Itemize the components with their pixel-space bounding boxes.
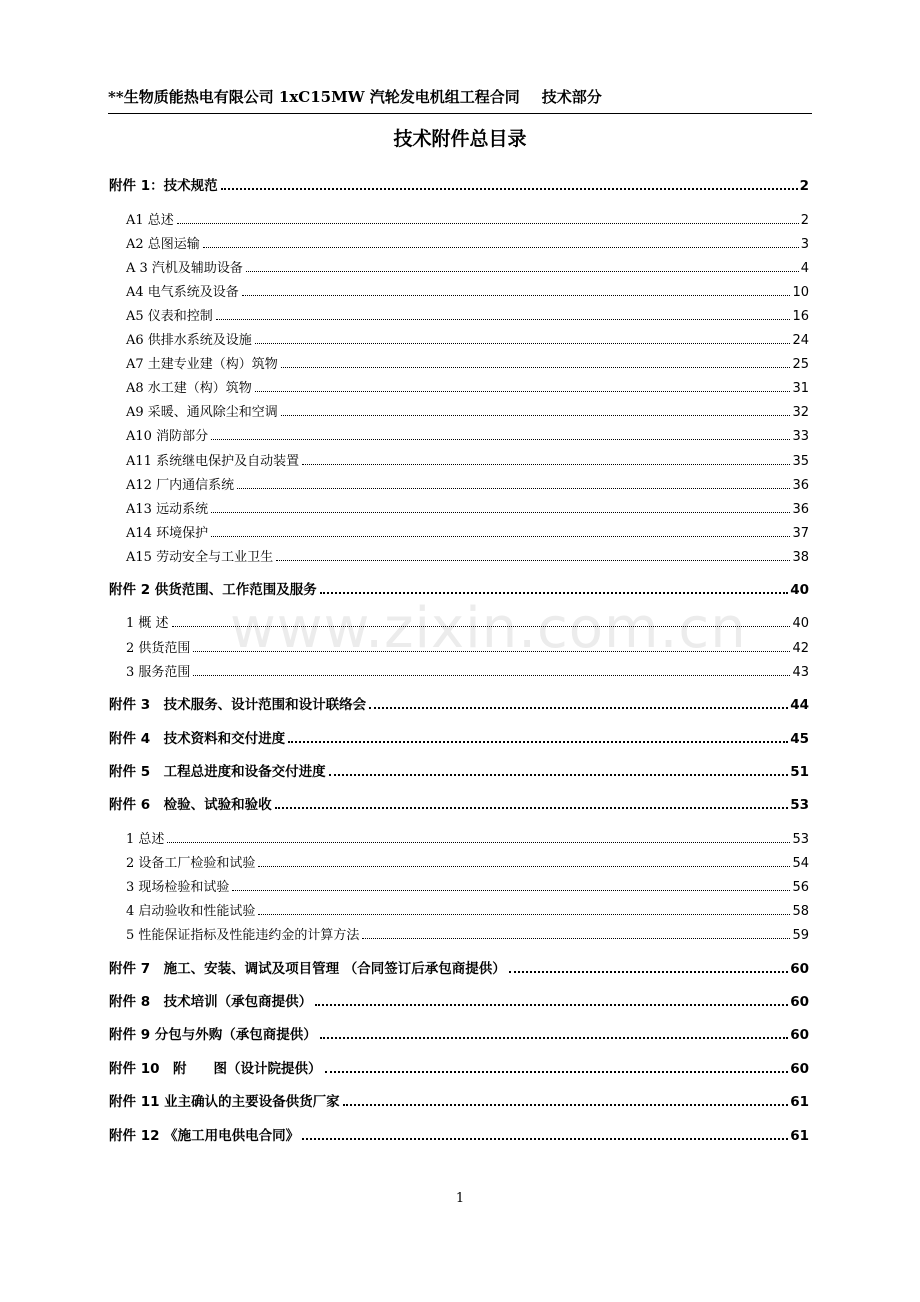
dot-leader <box>203 246 799 248</box>
dot-leader <box>302 1137 788 1140</box>
toc-entry-label: 附件 3 技术服务、设计范围和设计联络会 <box>109 697 367 713</box>
toc-entry-page: 44 <box>790 697 809 713</box>
dot-leader <box>315 1003 788 1006</box>
toc-entry-label: 附件 7 施工、安装、调试及项目管理 （合同签订后承包商提供） <box>109 961 506 977</box>
toc-subentry[interactable] <box>126 827 809 847</box>
toc-entry-page: 51 <box>790 764 809 780</box>
dot-leader <box>320 591 788 594</box>
toc-entry-page: 16 <box>792 309 809 324</box>
dot-leader <box>255 390 791 392</box>
toc-entry-page: 60 <box>790 961 809 977</box>
toc-entry-page: 53 <box>792 832 809 847</box>
toc-entry-page: 56 <box>792 880 809 895</box>
toc-subentry[interactable] <box>126 497 809 517</box>
toc-entry-label: 2 供货范围 <box>126 641 191 656</box>
toc-entry-page: 53 <box>790 797 809 813</box>
dot-leader <box>362 937 790 939</box>
toc-entry-page: 61 <box>790 1128 809 1144</box>
dot-leader <box>237 487 790 489</box>
toc-entry-page: 25 <box>792 357 809 372</box>
dot-leader <box>329 773 789 776</box>
toc-entry-label: A13 远动系统 <box>126 502 209 517</box>
toc-entry-label: 附件 2 供货范围、工作范围及服务 <box>109 582 317 598</box>
toc-subentry[interactable] <box>126 208 809 228</box>
toc-entry-label: 附件 10 附 图（设计院提供） <box>109 1061 322 1077</box>
toc-entry-label: A4 电气系统及设备 <box>126 285 239 300</box>
toc-entry[interactable] <box>109 693 809 713</box>
toc-entry-label: 附件 9 分包与外购（承包商提供） <box>109 1027 317 1043</box>
toc-subentry[interactable] <box>126 611 809 631</box>
dot-leader <box>193 650 790 652</box>
toc-entry-page: 35 <box>792 454 809 469</box>
toc-entry-page: 54 <box>792 856 809 871</box>
toc-entry-page: 60 <box>790 1027 809 1043</box>
dot-leader <box>302 463 790 465</box>
header-contract-title: **生物质能热电有限公司 1xC15MW 汽轮发电机组工程合同 <box>108 88 520 106</box>
toc-entry-label: A10 消防部分 <box>126 429 209 444</box>
toc-subentry[interactable] <box>126 376 809 396</box>
toc-entry-page: 61 <box>790 1094 809 1110</box>
toc-subentry[interactable] <box>126 304 809 324</box>
toc-subentry[interactable] <box>126 232 809 252</box>
dot-leader <box>193 674 790 676</box>
toc-subentry[interactable] <box>126 875 809 895</box>
dot-leader <box>216 318 791 320</box>
dot-leader <box>281 414 791 416</box>
toc-subentry[interactable] <box>126 545 809 565</box>
dot-leader <box>509 970 788 973</box>
toc-entry-page: 24 <box>792 333 809 348</box>
dot-leader <box>246 270 799 272</box>
toc-subentry[interactable] <box>126 923 809 943</box>
toc-entry-label: A2 总图运输 <box>126 237 200 252</box>
toc-entry[interactable] <box>109 990 809 1010</box>
toc-entry-label: 附件 11 业主确认的主要设备供货厂家 <box>109 1094 340 1110</box>
toc-entry[interactable] <box>109 174 809 194</box>
page-title: 技术附件总目录 <box>393 128 527 150</box>
toc-entry[interactable] <box>109 1057 809 1077</box>
dot-leader <box>211 511 790 513</box>
toc-entry[interactable] <box>109 1023 809 1043</box>
dot-leader <box>221 187 798 190</box>
toc-entry-page: 38 <box>792 550 809 565</box>
dot-leader <box>211 535 790 537</box>
toc-entry-label: A5 仪表和控制 <box>126 309 213 324</box>
toc-entry[interactable] <box>109 957 809 977</box>
toc-entry-page: 10 <box>792 285 809 300</box>
toc-entry-label: 3 服务范围 <box>126 665 191 680</box>
toc-entry-label: 1 概 述 <box>126 616 169 631</box>
dot-leader <box>232 889 790 891</box>
dot-leader <box>276 559 790 561</box>
toc-entry-page: 37 <box>792 526 809 541</box>
toc-entry-label: A8 水工建（构）筑物 <box>126 381 252 396</box>
toc-entry-label: A15 劳动安全与工业卫生 <box>126 550 274 565</box>
toc-entry-label: A9 采暖、通风除尘和空调 <box>126 405 278 420</box>
toc-entry-label: 4 启动验收和性能试验 <box>126 904 256 919</box>
toc-entry[interactable] <box>109 793 809 813</box>
toc-entry-label: 附件 12 《施工用电供电合同》 <box>109 1128 300 1144</box>
toc-entry-page: 60 <box>790 994 809 1010</box>
toc-entry-label: A 3 汽机及辅助设备 <box>126 261 243 276</box>
toc-entry-label: A11 系统继电保护及自动装置 <box>126 454 300 469</box>
toc-entry-page: 4 <box>800 261 809 276</box>
toc-subentry[interactable] <box>126 660 809 680</box>
toc-entry-page: 42 <box>792 641 809 656</box>
toc-entry[interactable] <box>109 578 809 598</box>
toc-entry-label: 附件 4 技术资料和交付进度 <box>109 731 286 747</box>
dot-leader <box>177 222 799 224</box>
toc-subentry[interactable] <box>126 352 809 372</box>
toc-entry-label: 附件 1：技术规范 <box>109 178 218 194</box>
toc-entry-page: 40 <box>792 616 809 631</box>
toc-entry-label: A14 环境保护 <box>126 526 209 541</box>
toc-subentry[interactable] <box>126 449 809 469</box>
toc-subentry[interactable] <box>126 899 809 919</box>
toc-entry-label: 2 设备工厂检验和试验 <box>126 856 256 871</box>
toc-subentry[interactable] <box>126 851 809 871</box>
dot-leader <box>275 806 789 809</box>
dot-leader <box>211 438 790 440</box>
dot-leader <box>288 740 788 743</box>
toc-entry-page: 36 <box>792 502 809 517</box>
toc-entry-label: A6 供排水系统及设施 <box>126 333 252 348</box>
toc-subentry[interactable] <box>126 636 809 656</box>
dot-leader <box>258 865 790 867</box>
toc-subentry[interactable] <box>126 521 809 541</box>
toc-entry-page: 45 <box>790 731 809 747</box>
toc-entry-label: 1 总述 <box>126 832 165 847</box>
dot-leader <box>281 366 791 368</box>
toc-entry-page: 31 <box>792 381 809 396</box>
toc-entry-label: 附件 6 检验、试验和验收 <box>109 797 272 813</box>
toc-entry-page: 43 <box>792 665 809 680</box>
dot-leader <box>369 706 788 709</box>
header-section: 技术部分 <box>541 88 602 106</box>
dot-leader <box>242 294 791 296</box>
toc-entry[interactable] <box>109 727 809 747</box>
toc-entry-label: 附件 8 技术培训（承包商提供） <box>109 994 313 1010</box>
page-number: 1 <box>455 1191 465 1206</box>
toc-subentry[interactable] <box>126 400 809 420</box>
toc-entry-label: A1 总述 <box>126 213 174 228</box>
toc-entry-page: 36 <box>792 478 809 493</box>
dot-leader <box>258 913 790 915</box>
toc-entry-page: 60 <box>790 1061 809 1077</box>
dot-leader <box>255 342 791 344</box>
dot-leader <box>167 841 790 843</box>
toc-subentry[interactable] <box>126 473 809 493</box>
toc-subentry[interactable] <box>126 328 809 348</box>
dot-leader <box>172 625 791 627</box>
toc-entry-page: 2 <box>800 213 809 228</box>
toc-entry-label: A7 土建专业建（构）筑物 <box>126 357 278 372</box>
toc-subentry[interactable] <box>126 424 809 444</box>
watermark: www.zixin.com.cn <box>230 596 747 661</box>
toc-entry-page: 2 <box>799 178 809 194</box>
toc-entry-page: 58 <box>792 904 809 919</box>
dot-leader <box>343 1103 789 1106</box>
toc-entry[interactable] <box>109 1090 809 1110</box>
dot-leader <box>325 1070 789 1073</box>
toc-entry-page: 33 <box>792 429 809 444</box>
toc-entry-label: 5 性能保证指标及性能违约金的计算方法 <box>126 928 360 943</box>
toc-entry[interactable] <box>109 1124 809 1144</box>
toc-entry-page: 59 <box>792 928 809 943</box>
toc-entry-page: 32 <box>792 405 809 420</box>
toc-entry-label: 3 现场检验和试验 <box>126 880 230 895</box>
toc-entry-page: 3 <box>800 237 809 252</box>
toc-subentry[interactable] <box>126 256 809 276</box>
toc-entry-page: 40 <box>790 582 809 598</box>
toc-subentry[interactable] <box>126 280 809 300</box>
toc-entry-label: A12 厂内通信系统 <box>126 478 235 493</box>
toc-entry[interactable] <box>109 760 809 780</box>
toc-entry-label: 附件 5 工程总进度和设备交付进度 <box>109 764 326 780</box>
dot-leader <box>320 1036 788 1039</box>
